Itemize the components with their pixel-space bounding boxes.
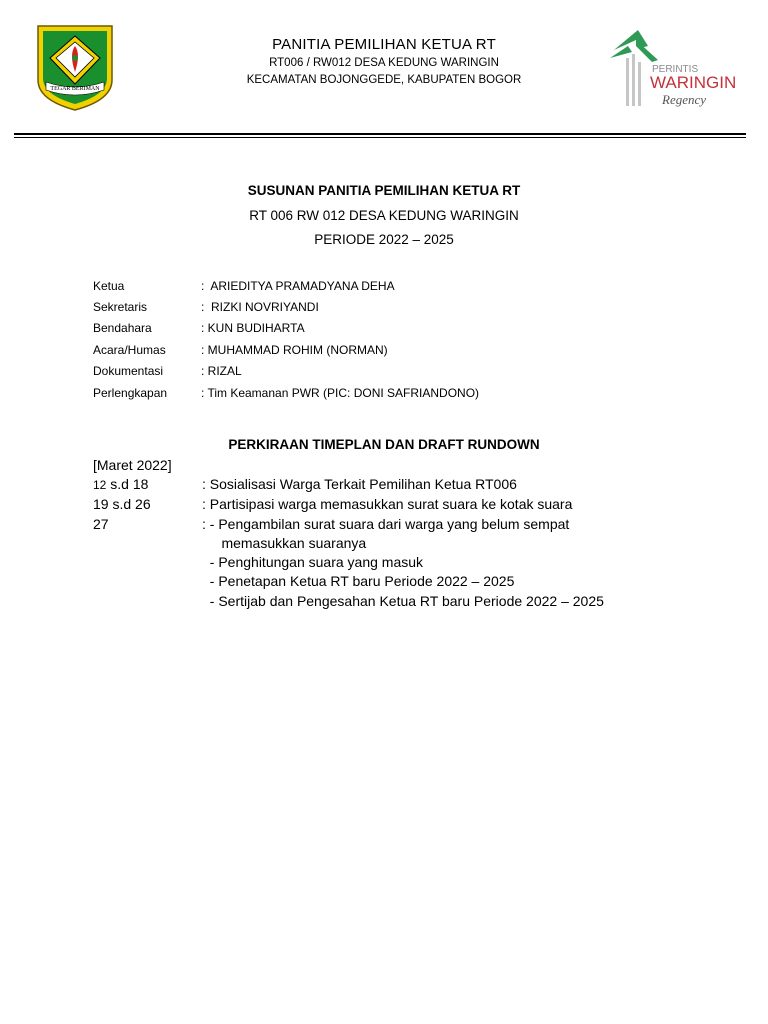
timeplan-row	[93, 495, 693, 514]
committee-list	[93, 275, 653, 403]
committee-member: : ARIEDITYA PRAMADYANA DEHA	[201, 278, 395, 293]
committee-title: SUSUNAN PANITIA PEMILIHAN KETUA RT	[247, 183, 521, 198]
timeplan-month: [Maret 2022]	[93, 457, 172, 473]
committee-period: PERIODE 2022 – 2025	[314, 232, 454, 247]
logo-line-regency: Regency	[662, 92, 707, 107]
committee-member: : RIZAL	[201, 364, 242, 379]
committee-role: Acara/Humas	[93, 342, 166, 357]
timeplan-row	[93, 515, 693, 534]
header-divider-thick	[14, 133, 746, 135]
committee-role: Sekretaris	[93, 300, 148, 315]
logo-line-perintis: PERINTIS	[652, 64, 699, 75]
timeplan-description: : Sosialisasi Warga Terkait Pemilihan Ketua RT006	[202, 476, 517, 492]
timeplan-title: PERKIRAAN TIMEPLAN DAN DRAFT RUNDOWN	[228, 437, 540, 452]
committee-role: Ketua	[93, 278, 125, 293]
timeplan-date-start: 12	[93, 478, 107, 492]
timeplan-row	[93, 475, 693, 495]
timeplan-date: 27	[93, 515, 109, 532]
perintis-waringin-regency-logo-icon	[608, 24, 743, 114]
committee-member: : Tim Keamanan PWR (PIC: DONI SAFRIANDONO)	[201, 385, 480, 400]
timeplan-list	[93, 475, 693, 611]
timeplan-date	[93, 475, 202, 495]
timeplan-subitem	[93, 592, 693, 611]
timeplan-row-continuation	[93, 534, 693, 553]
committee-row	[93, 382, 653, 403]
committee-role: Perlengkapan	[93, 385, 168, 400]
timeplan-subitem	[93, 572, 693, 591]
page-header-title: PANITIA PEMILIHAN KETUA RT	[272, 36, 496, 53]
committee-member: : KUN BUDIHARTA	[201, 321, 305, 336]
committee-row	[93, 296, 653, 317]
committee-role: Bendahara	[93, 321, 152, 336]
committee-subtitle-address: RT 006 RW 012 DESA KEDUNG WARINGIN	[249, 208, 519, 223]
logo-line-waringin: WARINGIN	[650, 73, 737, 92]
committee-row	[93, 361, 653, 382]
timeplan-description: memasukkan suaranya	[202, 534, 367, 551]
committee-row	[93, 339, 653, 360]
committee-role: Dokumentasi	[93, 364, 164, 379]
header-divider-thin	[14, 137, 746, 138]
committee-row	[93, 318, 653, 339]
timeplan-subitem	[93, 553, 693, 572]
committee-member: : MUHAMMAD ROHIM (NORMAN)	[201, 342, 388, 357]
page-header-subtitle-address: RT006 / RW012 DESA KEDUNG WARINGIN	[269, 57, 499, 69]
timeplan-description: - Penghitungan suara yang masuk	[202, 554, 424, 571]
committee-row	[93, 275, 653, 296]
page-header-subtitle-district: KECAMATAN BOJONGGEDE, KABUPATEN BOGOR	[246, 74, 522, 86]
timeplan-description: - Sertijab dan Pengesahan Ketua RT baru Periode 2022 – 2025	[202, 592, 604, 609]
timeplan-description: : - Pengambilan surat suara dari warga yang belum sempat	[202, 515, 570, 532]
timeplan-date-end: s.d 18	[106, 476, 149, 492]
committee-member: : RIZKI NOVRIYANDI	[201, 300, 319, 315]
timeplan-description: : Partisipasi warga memasukkan surat suara ke kotak suara	[202, 496, 573, 513]
timeplan-date: 19 s.d 26	[93, 496, 151, 513]
emblem-motto-text: TEGAR BERIMAN	[50, 86, 100, 92]
timeplan-description: - Penetapan Ketua RT baru Periode 2022 – 2025	[202, 573, 515, 590]
